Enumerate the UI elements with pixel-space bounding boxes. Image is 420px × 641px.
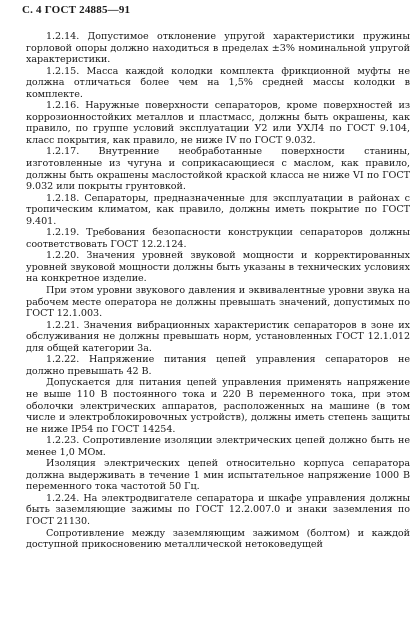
paragraph-1-2-24: 1.2.24. На электродвигателе сепаратора и шкафе управления должны быть заземляющие зажимы по ГОСТ 12.2.007.0 и знаки заземления по ГОСТ 21130. — [26, 492, 410, 527]
paragraph-1-2-20: 1.2.20. Значения уровней звуковой мощности и корректированных уровней звуковой мощности должны быть указаны в технических условиях на конкретное изделие. — [26, 250, 410, 285]
paragraph-1-2-17: 1.2.17. Внутренние необработанные поверхности станины, изготовленные из чугуна и соприкасающиеся с маслом, как правило, должны быть окрашены маслостойкой краской класса не ниже VI по ГОСТ 9.032 или покрыты грунтовкой. — [26, 146, 410, 193]
paragraph-1-2-23: 1.2.23. Сопротивление изоляции электрических цепей должно быть не менее 1,0 МОм. — [26, 435, 410, 458]
paragraph-1-2-23-cont: Изоляция электрических цепей относительно корпуса сепаратора должна выдерживать в течение 1 мин испытательное напряжение 1000 В переменного тока частотой 50 Гц. — [26, 458, 410, 493]
paragraph-1-2-22-cont: Допускается для питания цепей управления применять напряжение не выше 110 В постоянного тока и 220 В переменного тока, при этом оболочки электрических аппаратов, расположенных на машине (в том числе и электроблокировочных устройств), должны иметь степень защиты не ниже IP54 по ГОСТ 14254. — [26, 377, 410, 435]
page-header: С. 4 ГОСТ 24885—91 — [22, 4, 131, 16]
paragraph-1-2-14: 1.2.14. Допустимое отклонение упругой характеристики пружины горловой опоры должно находиться в пределах ±3% номинальной упругой характеристики. — [26, 31, 410, 66]
paragraph-1-2-16: 1.2.16. Наружные поверхности сепараторов, кроме поверхностей из коррозионностойких металлов и пластмасс, должны быть окрашены, как правило, по группе условий эксплуатации У2 или УХЛ4 по ГОСТ 9.104, класс покрытия, как правило, не ниже IV по ГОСТ 9.032. — [26, 100, 410, 146]
paragraph-1-2-24-cont: Сопротивление между заземляющим зажимом (болтом) и каждой доступной прикосновению металлической нетоковедущей — [26, 527, 410, 551]
paragraph-1-2-15: 1.2.15. Масса каждой колодки комплекта фрикционной муфты не должна отличаться более чем на 1,5% средней массы колодки в комплекте. — [26, 65, 410, 100]
paragraph-1-2-18: 1.2.18. Сепараторы, предназначенные для эксплуатации в районах с тропическим климатом, как правило, должны иметь покрытие по ГОСТ 9.401. — [26, 192, 410, 227]
paragraph-1-2-20-cont: При этом уровни звукового давления и эквивалентные уровни звука на рабочем месте оператора не должны превышать значений, допустимых по ГОСТ 12.1.003. — [26, 285, 410, 320]
document-body — [26, 31, 410, 551]
paragraph-1-2-22: 1.2.22. Напряжение питания цепей управления сепараторов не должно превышать 42 В. — [26, 354, 410, 377]
paragraph-1-2-19: 1.2.19. Требования безопасности конструкции сепараторов должны соответствовать ГОСТ 12.2.124. — [26, 227, 410, 250]
paragraph-1-2-21: 1.2.21. Значения вибрационных характеристик сепараторов в зоне их обслуживания не должны превышать норм, установленных ГОСТ 12.1.012 для общей категории 3а. — [26, 319, 410, 354]
